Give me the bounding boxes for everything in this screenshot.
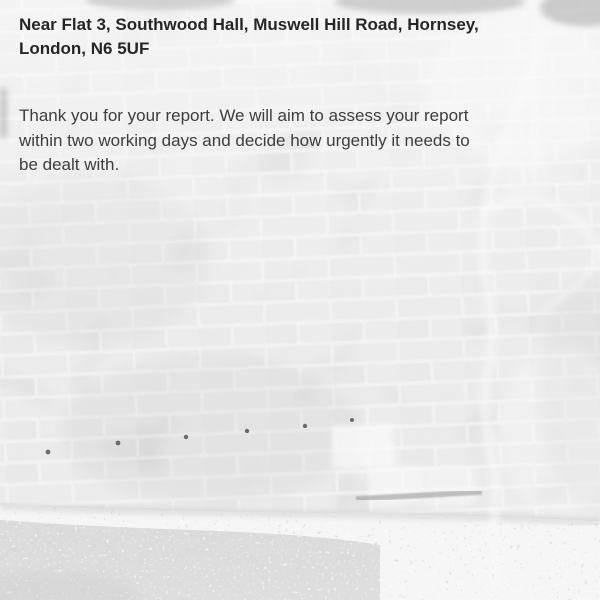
message-line: be dealt with. [19,155,120,174]
heading-line: London, N6 5UF [19,39,150,58]
report-text-overlay [19,13,582,178]
report-confirmation-message [19,104,582,178]
report-location-heading [19,13,582,61]
message-line: within two working days and decide how urgently it needs to [19,130,470,150]
heading-line: Near Flat 3, Southwood Hall, Muswell Hill Road, Hornsey, [19,15,479,34]
message-line: Thank you for your report. We will aim to assess your report [19,106,469,125]
